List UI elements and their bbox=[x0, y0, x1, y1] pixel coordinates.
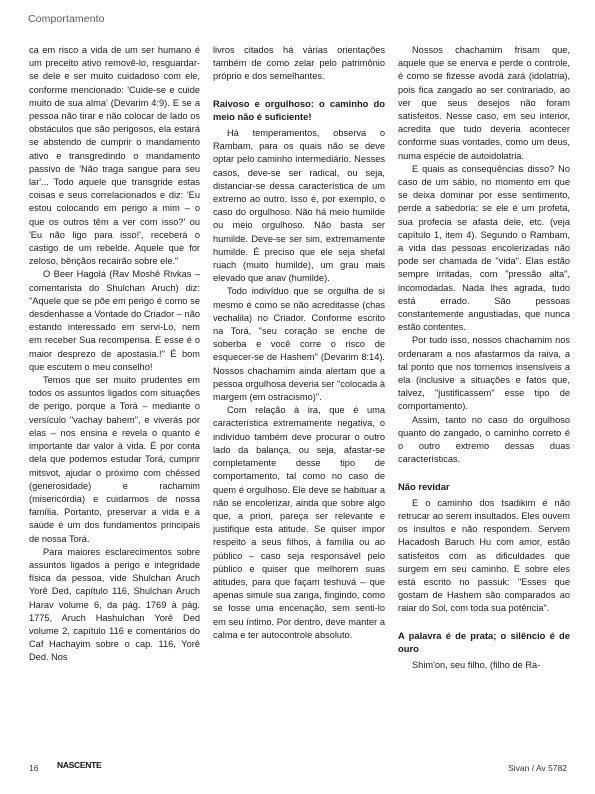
paragraph: livros citados há várias orientações também de como zelar pelo patrimônio próprio e dos semelhantes. bbox=[213, 45, 385, 82]
paragraph: O Beer Hagolá (Rav Moshê Rivkas – comentarista do Shulchan Aruch) diz: "Aquele que se põe em perigo é como se desdenhasse a Vontade do Criador – não estando interessado em servi-Lo, nem em receber Sua recompensa. E esse é o maior desprezo de apostasia.!" É bom que escutem o meu conselho! bbox=[29, 269, 200, 372]
section-label: Comportamento bbox=[28, 13, 105, 25]
text-column-3 bbox=[398, 44, 570, 764]
text-column-1 bbox=[29, 44, 200, 764]
paragraph: ca em risco a vida de um ser humano é um preceito ativo removê-lo, resguardar-se dele e ser muito cuidadoso com ele, conforme mencionado: 'Cuide-se e cuide muito de sua alma' (Devarim 4:9). E se a pessoa não tirar e não colocar de lado os obstáculos que são perigosos, ela estará se abstendo de cumprir o mandamento ativo e transgredindo o mandamento passivo de 'Não traga sangue para seu lar'... Todo aquele que transgride estas coisas e seus correlacionados e diz: 'Eu estou colocando em perigo a mim – o que os outros têm a ver com isso?' ou 'Eu não ligo para isso!', receberá o castigo de um rebelde. Aquele que for zeloso, bênçãos recairão sobre ele." bbox=[29, 45, 200, 267]
issue-date: Sivan / Av 5782 bbox=[508, 763, 567, 773]
paragraph: Nossos chachamim frisam que, aquele que se enerva e perde o controle, é como se fizesse avodá zará (idolatria), pois fica zangado ao ser contrariado, ao ver que seus desejos não foram satisfeitos. Nesse caso, em seu interior, acredita que tudo deveria acontecer conforme suas vontades, como um deus, numa espécie de autoidolatria. bbox=[398, 45, 570, 161]
subheading: A palavra é de prata; o silêncio é de ouro bbox=[398, 629, 570, 654]
paragraph: Todo indivíduo que se orgulha de si mesmo é como se não acreditasse (chas vechalila) no Criador. Conforme escrito na Torá, "seu coração se enche de soberba e você corre o risco de esquecer-se de Hashem" (Devarim 8:14). Nossos chachamim ainda alertam que a pessoa orgulhosa deveria ser "colocada à margem (em ostracismo)". bbox=[213, 286, 385, 403]
paragraph: E o caminho dos tsadikim é não retrucar ao serem insultados. Eles ouvem os insultos e não respondem. Servem Hacadosh Baruch Hu com amor, estão satisfeitos com as dificuldades que surgem em seu caminho. E sobre eles está escrito no passuk: "Esses que gostam de Hashem são comparados ao raiar do Sol, com toda sua potência". bbox=[398, 497, 570, 614]
paragraph: Para maiores esclarecimentos sobre assuntos ligados a perigo e integridade física da pessoa, vide Shulchan Aruch Yorê Ded, capítulo 116, Shulchan Aruch Harav volume 6, da pág. 1769 à pág. 1775, Aruch Hashulchan Yorê Ded volume 2, capítulo 116 e comentários do Caf Hachayim sobre o cap. 116, Yorê Ded. Nos bbox=[29, 546, 200, 663]
page-number: 16 bbox=[29, 763, 39, 773]
paragraph: Shim'on, seu filho, (filho de Ra- bbox=[412, 659, 541, 670]
paragraph: Assim, tanto no caso do orgulhoso quanto do zangado, o caminho correto é o outro extremo dessas duas características. bbox=[398, 414, 570, 465]
paragraph: Com relação à ira, que é uma característica extremamente negativa, o indivíduo também deve procurar o outro lado da balança, ou seja, afastar-se completamente desse tipo de comportamento, tal como no caso de quem é orgulhoso. Ele deve se habituar a não se encolerizar, ainda que sobre algo que, a priori, pareça ser relevante e justifique esta atitude. Se quiser impor respeito a seus filhos, à família ou ao público – caso seja responsável pelo público e quiser que melhorem suas atitudes, para que façam teshuvá – que apenas simule sua zanga, fingindo, como se fosse uma encenação, sem senti-lo em seu íntimo. Por dentro, deve manter a calma e ter autocontrole absoluto. bbox=[213, 405, 385, 640]
subheading: Não revidar bbox=[398, 480, 450, 492]
subheading: Raivoso e orgulhoso: o caminho do meio não é suficiente! bbox=[213, 97, 385, 122]
paragraph: Por tudo isso, nossos chachamim nos ordenaram a nos afastarmos da raiva, a tal ponto que nos tornemos insensíveis a ela (inclusive a situações e fatos que, talvez, "justificassem" esse tipo de comportamento). bbox=[398, 335, 570, 412]
text-column-2 bbox=[213, 44, 385, 764]
paragraph: E quais as consequências disso? No caso de um sábio, no momento em que se deixa dominar por esse sentimento, perde a sabedoria; se ele é um profeta, sua profecia se afasta dele, etc. (veja capítulo 1, item 4). Segundo o Rambam, a vida das pessoas encolerizadas não pode ser chamada de "vida". Elas estão sempre irritadas, com "pressão alta", incomodadas. Nada lhes agrada, tudo está errado. São pessoas constantemente angustiadas, que nunca estão contentes. bbox=[398, 163, 570, 333]
paragraph: Há temperamentos, observa o Rambam, para os quais não se deve optar pelo caminho intermediário. Nesses casos, deve-se ser radical, ou seja, distanciar-se dessa característica de um extremo ao outro. Isso é, por exemplo, o caso do orgulhoso. Não há meio humilde ou meio orgulhoso. Não basta ser humilde. Deve-se ser sim, extremamente humilde. É preciso que ele seja shefal ruach (muito humilde), um grau mais elevado que anav (humilde). bbox=[213, 128, 385, 284]
magazine-logo: NASCENTE bbox=[57, 760, 102, 770]
paragraph: Temos que ser muito prudentes em todos os assuntos ligados com situações de perigo, porque a Torá – mediante o versículo "vachay bahem", e viverás por elas – nos ensina e revela o quanto é importante dar valor à vida. É por conta dela que podemos estudar Torá, cumprir mitsvot, ajudar o próximo com chêssed (generosidade) e rachamim (misericórdia) e cuidarmos de nossa família. Portanto, preservar a vida e a saúde é um dos fundamentos principais de nossa Torá. bbox=[29, 375, 200, 544]
